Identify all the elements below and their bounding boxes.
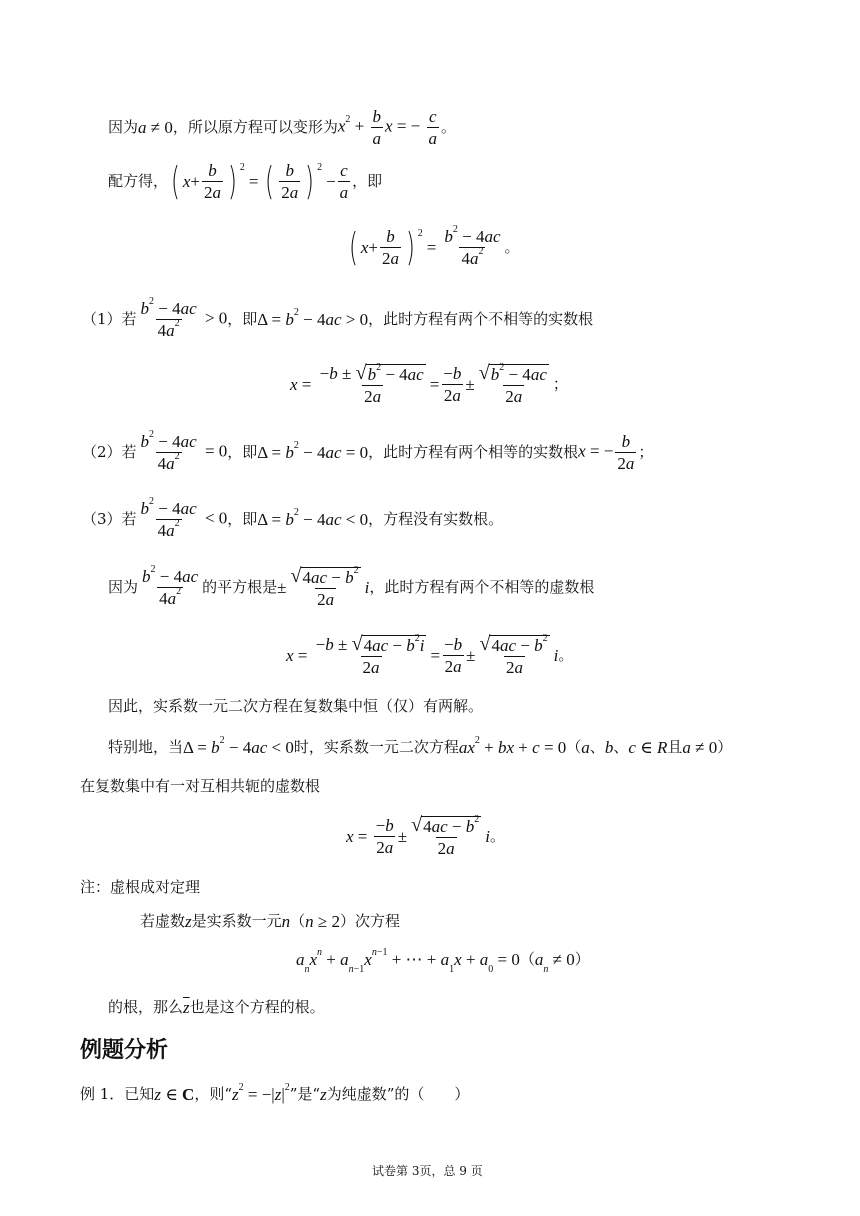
- var-z: z: [185, 912, 192, 931]
- formula-transformed-equation: $x^2$ + $\frac{b}{a}$ x = − $\frac{c}{a}$: [337, 107, 437, 148]
- formula-conjugate-roots: x = $\frac{-b}{2a}$ ± √ $4ac - b^2$ 2a i: [346, 814, 490, 858]
- text-close-paren: ）: [717, 738, 733, 756]
- formula-case3-cond: $\frac{b^2 - 4ac}{4a^2}$ < 0: [140, 496, 228, 540]
- var-n: n: [281, 912, 291, 931]
- text-case2-that-is: ，即: [227, 443, 258, 461]
- formula-n-geq-2: n ≥ 2: [305, 912, 341, 931]
- text-period: 。: [441, 118, 457, 136]
- text-theorem-end: 也是这个方程的根。: [189, 998, 325, 1016]
- text-note-label: 注：虚根成对定理: [80, 878, 201, 896]
- formula-a-neq-0: a ≠ 0: [138, 118, 173, 137]
- page-footer: 试卷第 3页，总 9 页: [372, 1164, 483, 1178]
- text-that-is: ，即: [352, 172, 383, 190]
- text-special-when: 特别地，当: [108, 738, 184, 756]
- line-complete-square: [108, 159, 383, 204]
- formula-quadratic: $ax^2$ + bx + c = 0: [458, 735, 567, 757]
- line-imag-sqrt: [108, 563, 595, 609]
- text-case1-result: ，此时方程有两个不相等的实数根: [368, 310, 594, 328]
- text-open-paren: （: [290, 912, 306, 930]
- formula-case1-cond: $\frac{b^2 - 4ac}{4a^2}$ > 0: [140, 296, 228, 340]
- formula-imag-fraction: $\frac{b^2 - 4ac}{4a^2}$: [142, 563, 199, 608]
- line-case3: [82, 496, 504, 540]
- line-imag-roots: [286, 634, 573, 676]
- line-conclusion: [108, 699, 483, 714]
- formula-case2-delta: $\Delta = b^2 - 4ac = 0$: [257, 440, 369, 462]
- text-sqrt-is: 的平方根是: [202, 577, 278, 596]
- text-open-paren: （: [519, 950, 535, 968]
- line-polynomial: [296, 947, 590, 976]
- text-case1-that-is: ，即: [227, 310, 258, 328]
- text-case3-result: ，方程没有实数根。: [368, 510, 504, 528]
- line-case2: [82, 429, 654, 473]
- text-period: 。: [489, 826, 505, 845]
- text-so-transform: ，所以原方程可以变形为: [172, 118, 338, 136]
- text-conclusion: 因此，实系数一元二次方程在复数集中恒（仅）有两解。: [108, 697, 484, 715]
- text-theorem-close: ）次方程: [340, 912, 401, 930]
- text-complete-square: 配方得，: [108, 172, 169, 190]
- text-theorem-mid: 是实系数一元: [191, 912, 282, 930]
- text-special-mid: 时，实系数一元二次方程: [293, 738, 459, 756]
- text-open-paren: （: [566, 738, 582, 756]
- text-imag-result: ，此时方程有两个不相等的虚数根: [369, 577, 595, 596]
- text-because: 因为: [108, 118, 139, 136]
- line-conjugate-roots: [346, 815, 505, 857]
- formula-special-delta: $\Delta = b^2 - 4ac < 0$: [183, 735, 294, 757]
- line-transform: [108, 108, 456, 147]
- text-period: 。: [504, 238, 520, 256]
- text-conjugate-roots: 在复数集中有一对互相共轭的虚数根: [80, 777, 321, 795]
- text-period: 。: [558, 645, 574, 664]
- var-z: z: [320, 1085, 327, 1104]
- text-example1-q: ”是“: [289, 1085, 321, 1103]
- formula-c-in-R: c ∈ R: [628, 738, 668, 757]
- text-sep: 、: [613, 738, 629, 756]
- line-case1-roots: [290, 363, 568, 405]
- formula-polynomial: $a_nx^n + a_{n-1}x^{n-1}$ + ⋯ + $a_1x + a_0 = 0$: [296, 947, 520, 976]
- var-b: b: [604, 738, 614, 757]
- text-case3-if: （3）若: [82, 510, 137, 528]
- text-case3-that-is: ，即: [227, 510, 258, 528]
- line-special: [108, 735, 733, 757]
- text-close-paren: ）: [574, 950, 590, 968]
- formula-imag-sqrt: ± √ $4ac - b^2$ 2a i: [277, 565, 370, 609]
- formula-case2-cond: $\frac{b^2 - 4ac}{4a^2}$ = 0: [140, 429, 228, 473]
- text-example1-pre: 例 1．已知: [80, 1085, 155, 1103]
- formula-z2-eq-neg-abs-z2: $z^2 = -|z|^2$: [231, 1082, 290, 1104]
- section-heading: 例题分析: [80, 1038, 169, 1063]
- formula-case2-root: x = − $\frac{b}{2a}$: [578, 432, 635, 473]
- formula-case1-roots: x = −b ± √ $b^2 - 4ac$ 2a = $\frac{-b}{2a}$ ± √ $b^2 - 4ac$ 2a: [290, 362, 547, 406]
- text-pure-imag: 为纯虚数: [326, 1085, 387, 1103]
- formula-case3-delta: $\Delta = b^2 - 4ac < 0$: [257, 507, 369, 529]
- text-case2-result: ，此时方程有两个相等的实数根: [368, 443, 579, 461]
- formula-square-form: ( x + $\frac{b}{2a}$ ) $^2$ = $\frac{b^2 - 4ac}{4a^2}$: [348, 224, 501, 270]
- text-example1-comma: ，则“: [194, 1085, 232, 1103]
- var-z-conjugate: $\overline{z}$: [183, 998, 190, 1017]
- text-because: 因为: [108, 577, 139, 596]
- formula-an-neq-0: $a_n \ne 0$: [534, 950, 575, 976]
- text-case1-if: （1）若: [82, 310, 137, 328]
- formula-complete-square: ( x + $\frac{b}{2a}$ ) $^2$ = ( $\frac{b}{2a}$ ) $^2$ − $\frac{c}{a}$: [170, 159, 349, 204]
- line-case1: [82, 296, 594, 340]
- line-square-form: [346, 224, 520, 270]
- line-example1: [80, 1082, 470, 1104]
- formula-imag-roots: x = −b ± √ $4ac - b^2i$ 2a = $\frac{-b}{2a}$ ± √ $4ac - b^2$ 2a i: [286, 633, 559, 677]
- line-note: [80, 880, 200, 895]
- formula-case1-delta: $\Delta = b^2 - 4ac > 0$: [257, 307, 369, 329]
- line-special2: [80, 779, 320, 794]
- text-sep: 、: [589, 738, 605, 756]
- text-theorem-if: 若虚数: [140, 912, 186, 930]
- text-semicolon: ；: [552, 374, 568, 393]
- var-a: a: [581, 738, 590, 757]
- text-and: 且: [667, 738, 683, 756]
- formula-a-neq-0: a ≠ 0: [682, 738, 718, 757]
- line-theorem-end: [108, 999, 325, 1016]
- text-theorem-root: 的根，那么: [108, 998, 184, 1016]
- text-example1-end: ”的（ ）: [386, 1085, 470, 1103]
- text-case2-if: （2）若: [82, 443, 137, 461]
- text-semicolon: ；: [638, 443, 654, 461]
- line-theorem: [140, 913, 400, 930]
- formula-z-in-C: z ∈ C: [154, 1085, 195, 1104]
